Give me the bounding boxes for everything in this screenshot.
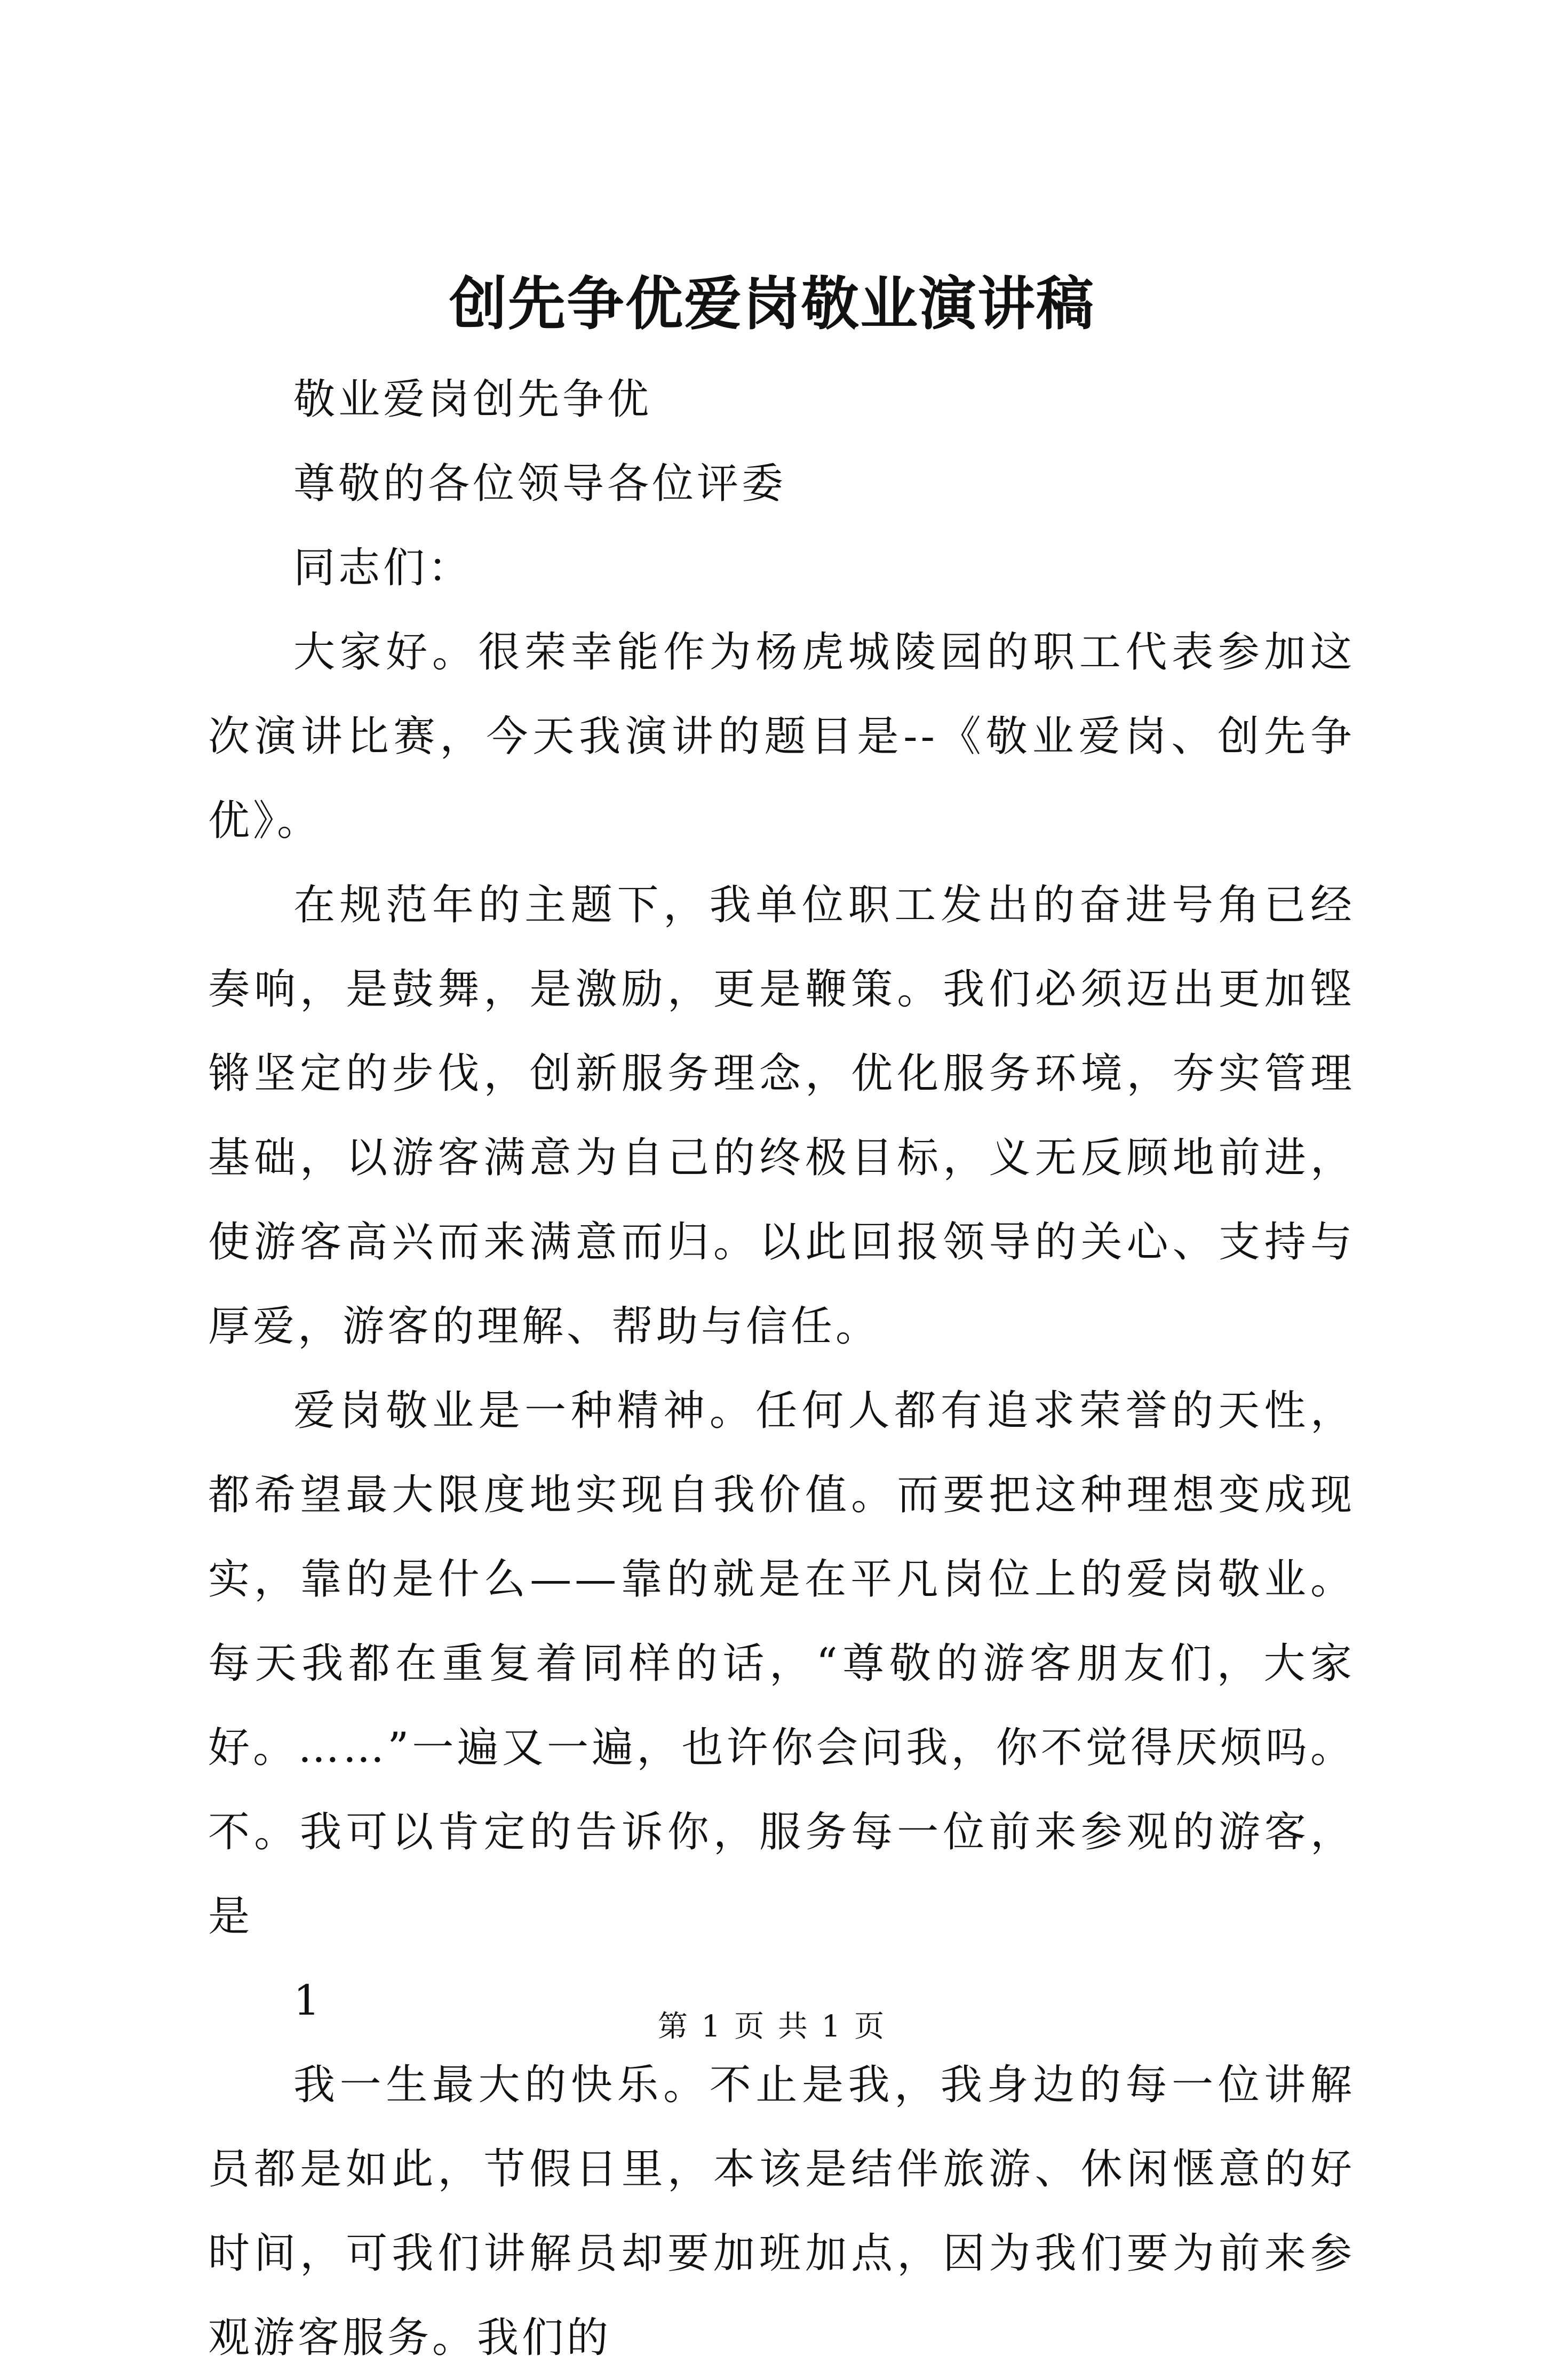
document-title: 创先争优爱岗敬业演讲稿 [449,270,1095,338]
inline-page-number: 1 [293,1977,323,2025]
paragraph-intro: 大家好。很荣幸能作为杨虎城陵园的职工代表参加这次演讲比赛，今天我演讲的题目是--《敬业爱岗、创先争优》。 [208,628,1355,845]
page-footer: 第 1 页 共 1 页 [657,2009,887,2044]
paragraph-greeting: 同志们： [293,544,473,592]
paragraph-continuation: 我一生最大的快乐。不止是我，我身边的每一位讲解员都是如此，节假日里，本该是结伴旅游、休闲惬意的好时间，可我们讲解员却要加班加点，因为我们要为前来参观游客服务。我们的 [208,2061,1355,2362]
document-body [208,357,1355,2380]
paragraph-subtitle: 敬业爱岗创先争优 [293,376,652,424]
paragraph-theme: 在规范年的主题下，我单位职工发出的奋进号角已经奏响，是鼓舞，是激励，更是鞭策。我们必须迈出更加铿锵坚定的步伐，创新服务理念，优化服务环境，夯实管理基础，以游客满意为自己的终极目标，义无反顾地前进，使游客高兴而来满意而归。以此回报领导的关心、支持与厚爱，游客的理解、帮助与信任。 [208,881,1355,1351]
paragraph-dedication: 爱岗敬业是一种精神。任何人都有追求荣誉的天性，都希望最大限度地实现自我价值。而要把这种理想变成现实，靠的是什么——靠的就是在平凡岗位上的爱岗敬业。每天我都在重复着同样的话，“尊敬的游客朋友们，大家好。……”一遍又一遍，也许你会问我，你不觉得厌烦吗。不。我可以肯定的告诉你，服务每一位前来参观的游客，是 [208,1387,1355,1940]
paragraph-salutation: 尊敬的各位领导各位评委 [293,460,787,508]
